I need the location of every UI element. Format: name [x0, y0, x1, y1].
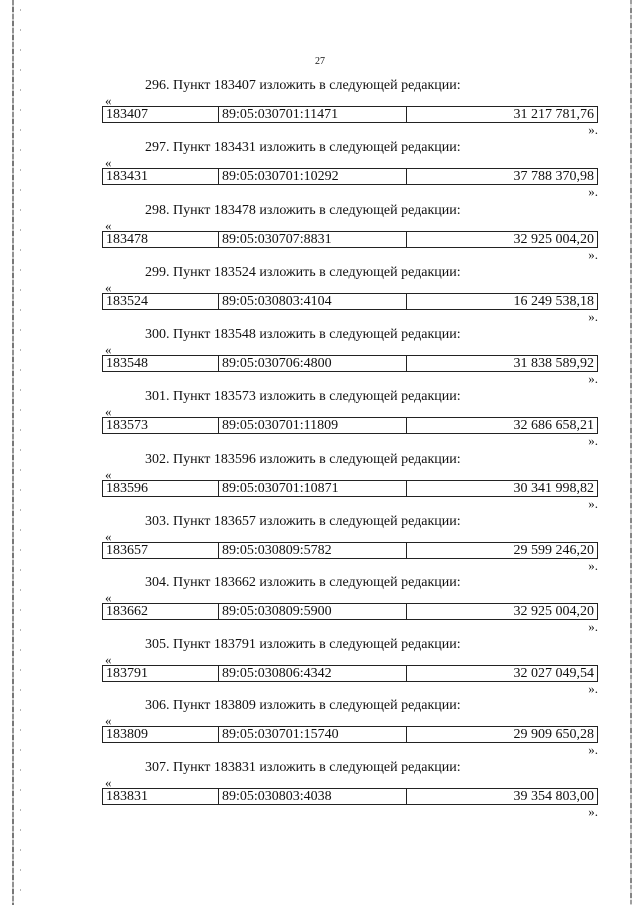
cadastral-value-cell: 29 909 650,28: [513, 727, 594, 742]
cadastral-value-cell: 39 354 803,00: [513, 789, 594, 804]
item-code-cell: 183548: [103, 356, 219, 371]
closing-quote: ».: [588, 371, 598, 386]
table-row: [102, 231, 598, 248]
opening-quote: «: [105, 342, 112, 357]
amendment-heading: 304. Пункт 183662 изложить в следующей редакции:: [145, 575, 461, 590]
item-code-cell: 183662: [103, 604, 219, 619]
opening-quote: «: [105, 652, 112, 667]
amendment-item: [102, 452, 598, 516]
closing-quote: ».: [588, 309, 598, 324]
item-code-cell: 183573: [103, 418, 219, 433]
cadastral-value-cell: 32 925 004,20: [513, 604, 594, 619]
item-code-cell: 183657: [103, 543, 219, 558]
amendment-heading: 296. Пункт 183407 изложить в следующей редакции:: [145, 78, 461, 93]
table-row: [102, 106, 598, 123]
opening-quote: «: [105, 590, 112, 605]
item-code-cell: 183478: [103, 232, 219, 247]
amendment-item: [102, 575, 598, 639]
item-code-cell: 183407: [103, 107, 219, 122]
cadastral-value-cell: 32 925 004,20: [513, 232, 594, 247]
closing-quote: ».: [588, 122, 598, 137]
cadastral-number-cell: 89:05:030809:5782: [219, 543, 407, 558]
closing-quote: ».: [588, 742, 598, 757]
closing-quote: ».: [588, 496, 598, 511]
amendment-item: [102, 514, 598, 578]
table-row: [102, 293, 598, 310]
amendment-item: [102, 327, 598, 391]
opening-quote: «: [105, 529, 112, 544]
cadastral-number-cell: 89:05:030706:4800: [219, 356, 407, 371]
cadastral-number-cell: 89:05:030701:11809: [219, 418, 407, 433]
closing-quote: ».: [588, 247, 598, 262]
closing-quote: ».: [588, 184, 598, 199]
amendment-item: [102, 203, 598, 267]
cadastral-number-cell: 89:05:030701:11471: [219, 107, 407, 122]
amendment-heading: 300. Пункт 183548 изложить в следующей редакции:: [145, 327, 461, 342]
item-code-cell: 183431: [103, 169, 219, 184]
opening-quote: «: [105, 775, 112, 790]
table-row: [102, 726, 598, 743]
opening-quote: «: [105, 93, 112, 108]
table-row: [102, 665, 598, 682]
cadastral-number-cell: 89:05:030707:8831: [219, 232, 407, 247]
item-code-cell: 183596: [103, 481, 219, 496]
amendment-heading: 297. Пункт 183431 изложить в следующей редакции:: [145, 140, 461, 155]
cadastral-number-cell: 89:05:030701:10871: [219, 481, 407, 496]
table-row: [102, 355, 598, 372]
scan-edge-left: [12, 0, 14, 905]
opening-quote: «: [105, 280, 112, 295]
table-row: [102, 603, 598, 620]
amendment-item: [102, 140, 598, 204]
item-code-cell: 183524: [103, 294, 219, 309]
opening-quote: «: [105, 467, 112, 482]
amendment-heading: 302. Пункт 183596 изложить в следующей редакции:: [145, 452, 461, 467]
table-row: [102, 542, 598, 559]
closing-quote: ».: [588, 558, 598, 573]
scan-edge-right: [630, 0, 632, 905]
amendment-item: [102, 637, 598, 701]
amendment-heading: 306. Пункт 183809 изложить в следующей редакции:: [145, 698, 461, 713]
closing-quote: ».: [588, 433, 598, 448]
amendment-item: [102, 78, 598, 142]
amendment-item: [102, 389, 598, 453]
amendment-item: [102, 698, 598, 762]
cadastral-value-cell: 37 788 370,98: [513, 169, 594, 184]
cadastral-number-cell: 89:05:030803:4038: [219, 789, 407, 804]
item-code-cell: 183831: [103, 789, 219, 804]
opening-quote: «: [105, 404, 112, 419]
item-code-cell: 183791: [103, 666, 219, 681]
closing-quote: ».: [588, 619, 598, 634]
opening-quote: «: [105, 713, 112, 728]
table-row: [102, 168, 598, 185]
cadastral-value-cell: 29 599 246,20: [513, 543, 594, 558]
closing-quote: ».: [588, 681, 598, 696]
cadastral-value-cell: 31 838 589,92: [513, 356, 594, 371]
table-row: [102, 480, 598, 497]
table-row: [102, 788, 598, 805]
cadastral-number-cell: 89:05:030806:4342: [219, 666, 407, 681]
cadastral-number-cell: 89:05:030701:10292: [219, 169, 407, 184]
cadastral-value-cell: 31 217 781,76: [513, 107, 594, 122]
cadastral-value-cell: 30 341 998,82: [513, 481, 594, 496]
cadastral-value-cell: 16 249 538,18: [513, 294, 594, 309]
cadastral-value-cell: 32 686 658,21: [513, 418, 594, 433]
item-code-cell: 183809: [103, 727, 219, 742]
amendment-heading: 298. Пункт 183478 изложить в следующей редакции:: [145, 203, 461, 218]
amendment-heading: 303. Пункт 183657 изложить в следующей редакции:: [145, 514, 461, 529]
amendment-heading: 305. Пункт 183791 изложить в следующей редакции:: [145, 637, 461, 652]
opening-quote: «: [105, 155, 112, 170]
page-number: 27: [315, 56, 325, 67]
amendment-item: [102, 760, 598, 824]
amendment-heading: 301. Пункт 183573 изложить в следующей редакции:: [145, 389, 461, 404]
cadastral-value-cell: 32 027 049,54: [513, 666, 594, 681]
table-row: [102, 417, 598, 434]
cadastral-number-cell: 89:05:030809:5900: [219, 604, 407, 619]
cadastral-number-cell: 89:05:030701:15740: [219, 727, 407, 742]
closing-quote: ».: [588, 804, 598, 819]
amendment-heading: 299. Пункт 183524 изложить в следующей редакции:: [145, 265, 461, 280]
opening-quote: «: [105, 218, 112, 233]
amendment-item: [102, 265, 598, 329]
amendment-heading: 307. Пункт 183831 изложить в следующей редакции:: [145, 760, 461, 775]
scan-edge-left-inner: [20, 0, 21, 905]
cadastral-number-cell: 89:05:030803:4104: [219, 294, 407, 309]
